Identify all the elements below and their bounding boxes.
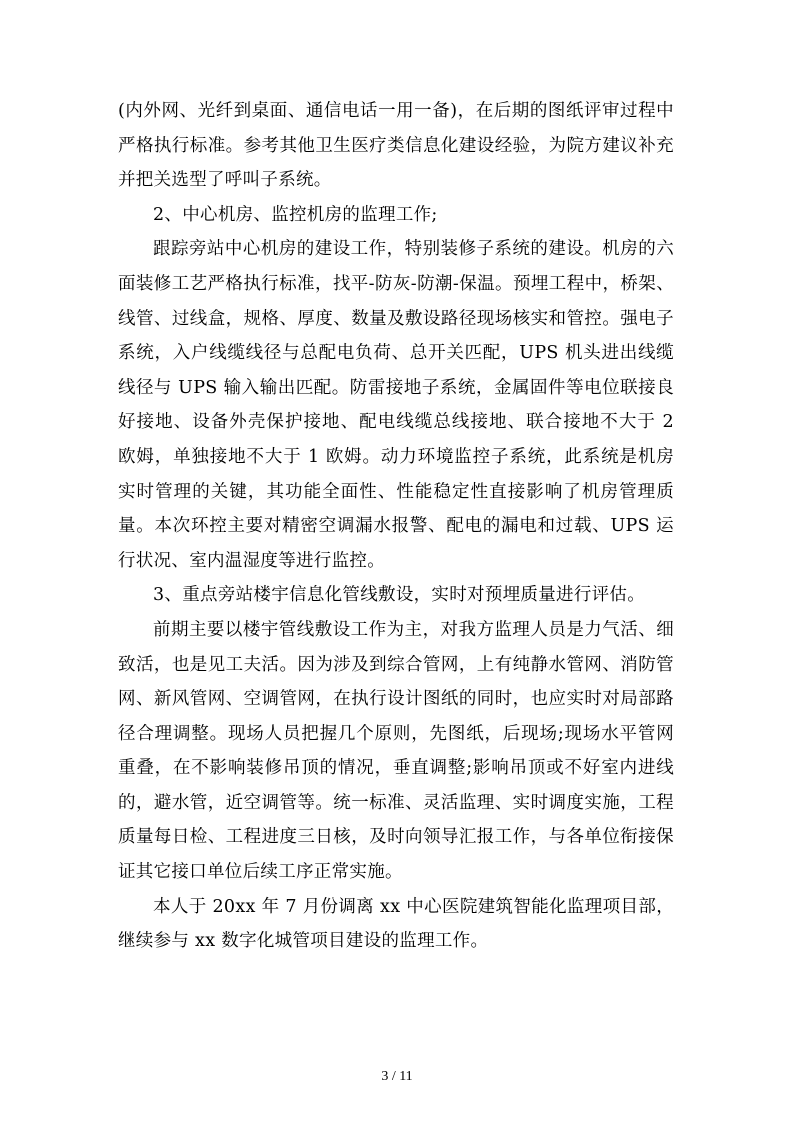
paragraph-4-heading: 3、重点旁站楼宇信息化管线敷设，实时对预埋质量进行评估。 [153, 585, 646, 606]
paragraph-5: 前期主要以楼宇管线敷设工作为主，对我方监理人员是力气活、细致活，也是见工夫活。因为涉及到综合管网，上有纯静水管网、消防管网、新风管网、空调管网，在执行设计图纸的同时，也应实时对局部路径合理调整。现场人员把握几个原则，先图纸，后现场;现场水平管网重叠，在不影响装修吊顶的情况，垂直调整;影响吊顶或不好室内进线的，避水管，近空调管等。统一标准、灵活监理、实时调度实施，工程质量每日检、工程进度三日核，及时向领导汇报工作，与各单位衔接保证其它接口单位后续工序正常实施。 [118, 619, 674, 883]
document-body [118, 94, 674, 959]
paragraph-6: 本人于 20xx 年 7 月份调离 xx 中心医院建筑智能化监理项目部，继续参与 xx 数字化城管项目建设的监理工作。 [118, 896, 674, 952]
paragraph-1: (内外网、光纤到桌面、通信电话一用一备)，在后期的图纸评审过程中严格执行标准。参考其他卫生医疗类信息化建设经验，为院方建议补充并把关选型了呼叫子系统。 [118, 101, 674, 191]
page-number: 3 / 11 [381, 1069, 413, 1084]
paragraph-2-heading: 2、中心机房、监控机房的监理工作; [153, 204, 438, 225]
paragraph-3: 跟踪旁站中心机房的建设工作，特别装修子系统的建设。机房的六面装修工艺严格执行标准，找平-防灰-防潮-保温。预埋工程中，桥架、线管、过线盒，规格、厚度、数量及敷设路径现场核实和管控。强电子系统，入户线缆线径与总配电负荷、总开关匹配，UPS 机头进出线缆线径与 UPS 输入输出匹配。防雷接地子系统，金属固件等电位联接良好接地、设备外壳保护接地、配电线缆总线接地、联合接地不大于 2 欧姆，单独接地不大于 1 欧姆。动力环境监控子系统，此系统是机房实时管理的关键，其功能全面性、性能稳定性直接影响了机房管理质量。本次环控主要对精密空调漏水报警、配电的漏电和过载、UPS 运行状况、室内温湿度等进行监控。 [118, 239, 674, 571]
